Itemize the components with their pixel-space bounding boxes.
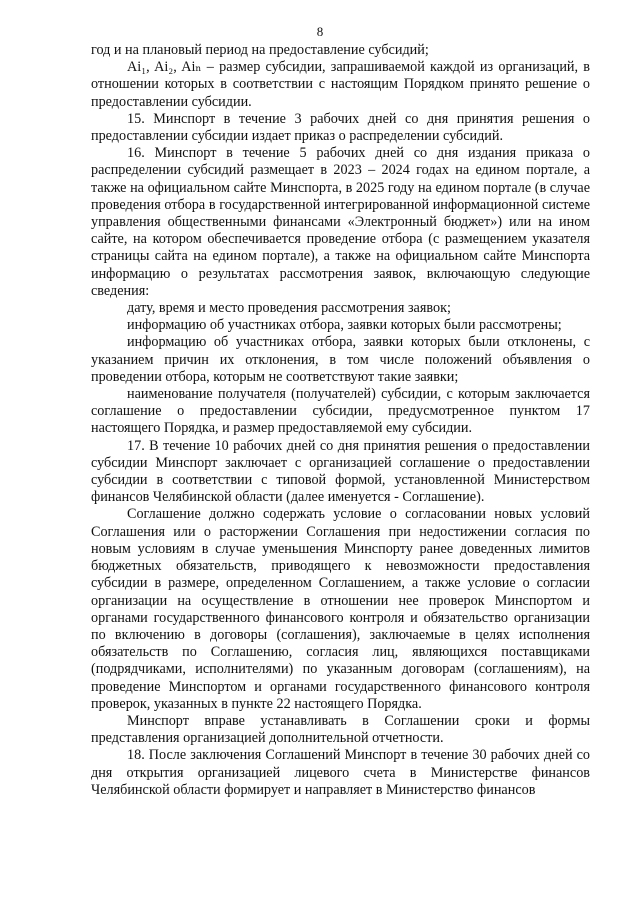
paragraph: наименование получателя (получателей) субсидии, с которым заключается соглашение о предоставлении субсидии, предусмотренное пунктом 17 настоящего Порядка, и размер предоставляемой ему субсидии. <box>91 386 590 437</box>
paragraph: информацию об участниках отбора, заявки которых были рассмотрены; <box>127 317 562 334</box>
page-number: 8 <box>316 24 324 39</box>
paragraph: 17. В течение 10 рабочих дней со дня принятия решения о предоставлении субсидии Минспорт заключает с организацией соглашение о предоставлении субсидии в соответствии с типовой формой, установленной Министерством финансов Челябинской области (далее именуется - Соглашение). <box>91 437 590 506</box>
paragraph: год и на плановый период на предоставление субсидий; <box>91 42 429 58</box>
paragraph: информацию об участниках отбора, заявки которых были отклонены, с указанием причин их отклонения, в том числе положений объявления о проведении отбора, которым не соответствуют такие заявки; <box>91 334 590 385</box>
paragraph: Соглашение должно содержать условие о согласовании новых условий Соглашения или о расторжении Соглашения при недостижении согласия по новым условиям в случае уменьшения Минспорту ранее доведенных лимитов бюджетных обязательств, приводящего к невозможности предоставления субсидии в размере, определенном Соглашением, а также условие о согласии организации на осуществление в отношении нее проверок Минспортом и органами государственного финансового контроля и обязательство организации по включению в договоры (соглашения), заключаемые в целях исполнения обязательств по Соглашению, согласия лиц, являющихся поставщиками (подрядчиками, исполнителями) по указанным договорам (соглашениям), на проведение Минспортом и органами государственного финансового контроля проверок, указанных в пункте 22 настоящего Порядка. <box>91 506 590 712</box>
paragraph: 16. Минспорт в течение 5 рабочих дней со дня издания приказа о распределении субсидий размещает в 2023 – 2024 годах на едином портале, а также на официальном сайте Минспорта, в 2025 году на едином портале (в случае проведения отбора в государственной интегрированной информационной системе управления общественными финансами «Электронный бюджет») или на ином сайте, на котором обеспечивается проведение отбора (с размещением указателя страницы сайта на едином портале), а также на официальном сайте Минспорта информацию о результатах рассмотрения заявок, включающую следующие сведения: <box>91 145 590 299</box>
document-body <box>91 42 590 799</box>
paragraph: 15. Минспорт в течение 3 рабочих дней со дня принятия решения о предоставлении субсидии издает приказ о распределении субсидий. <box>91 110 590 145</box>
paragraph: Минспорт вправе устанавливать в Соглашении сроки и формы представления организацией дополнительной отчетности. <box>91 712 590 747</box>
paragraph: 18. После заключения Соглашений Минспорт в течение 30 рабочих дней со дня открытия организацией лицевого счета в Министерстве финансов Челябинской области формирует и направляет в Министерство финансов <box>91 747 590 798</box>
paragraph: дату, время и место проведения рассмотрения заявок; <box>127 300 451 317</box>
paragraph: Ai₁, Ai₂, Aiₙ – размер субсидии, запрашиваемой каждой из организаций, в отношении которых в соответствии с настоящим Порядком принято решение о предоставлении субсидии. <box>91 59 590 110</box>
